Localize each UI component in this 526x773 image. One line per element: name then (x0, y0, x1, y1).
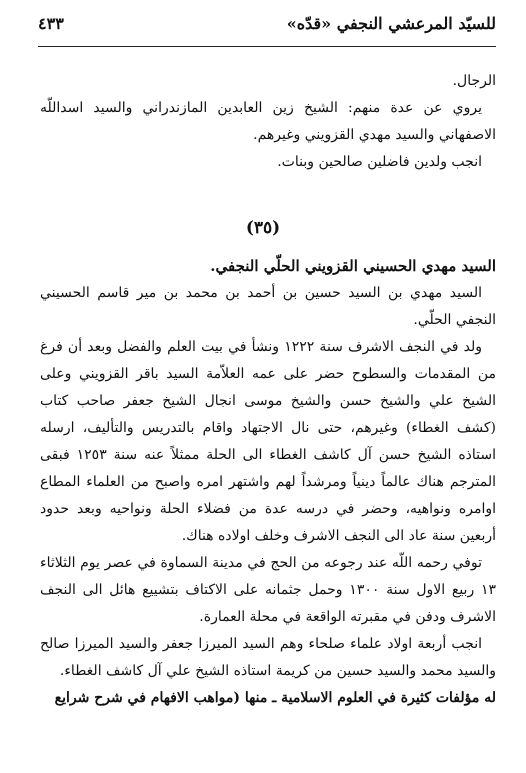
header-divider (38, 46, 496, 47)
section-title: السيد مهدي الحسيني القزويني الحلّي النجفي. (210, 257, 496, 275)
lineage-paragraph: السيد مهدي بن السيد حسين بن أحمد بن محمد بن مير قاسم الحسيني النجفي الحلّي. (40, 285, 496, 328)
biography-paragraph: ولد في النجف الاشرف سنة ١٢٢٢ ونشأ في بيت العلم والفضل وبعد أن فرغ من المقدمات والسطوح حضر على عمه العلاّمة السيد باقر القزويني وعلى الشيخ علي والشيخ حسن والشيخ موسى انجال الشيخ جعفر صاحب كتاب (كشف الغطاء) وغيرهم، حتى نال الاجتهاد واقام بالتدريس والتأليف، ارسله استاذه الشيخ حسن آل كاشف الغطاء الى الحلة ممثلاً عنه سنة ١٢٥٣ فبقى المترجم هناك عالماً دينياً ومرشداً لهم واشتهر امره واصبح من العلماء المطاع اوامره ونواهيه، وحضر في درسه عدة من فضلاء الحلة ونواحيه وبعد حدود أربعين سنة عاد الى النجف الاشرف وخلف اولاده هناك. (40, 339, 497, 544)
narrators-paragraph: يروي عن عدة منهم: الشيخ زين العابدين المازندراني والسيد اسداللّه الاصفهاني والسيد مهدي القزويني وغيرهم. (40, 100, 496, 143)
running-title: للسيّد المرعشي النجفي «قدّه» (286, 14, 496, 33)
section-number: (٣٥) (245, 218, 281, 238)
section-body (40, 253, 496, 712)
sons-paragraph: انجب أربعة اولاد علماء صلحاء وهم السيد الميرزا جعفر والسيد الميرزا صالح والسيد محمد والسيد حسين من كريمة استاذه الشيخ علي آل كاشف الغطاء. (40, 636, 496, 679)
running-header (38, 12, 496, 38)
death-paragraph: توفي رحمه اللّه عند رجوعه من الحج في مدينة السماوة في عصر يوم الثلاثاء ١٣ ربيع الاول سنة ١٣٠٠ وحمل جثمانه على الاكتاف بتشييع هائل الى النجف الاشرف ودفن في مقبرته الواقعة في محلة العمارة. (40, 555, 496, 625)
works-paragraph: له مؤلفات كثيرة في العلوم الاسلامية ـ منها (مواهب الافهام في شرح شرايع (54, 690, 496, 706)
children-paragraph: انجب ولدين فاضلين صالحين وبنات. (277, 154, 482, 170)
top-block (40, 68, 496, 176)
page-number: ٤٣٣ (38, 14, 64, 33)
continuation-line: الرجال. (452, 73, 496, 89)
